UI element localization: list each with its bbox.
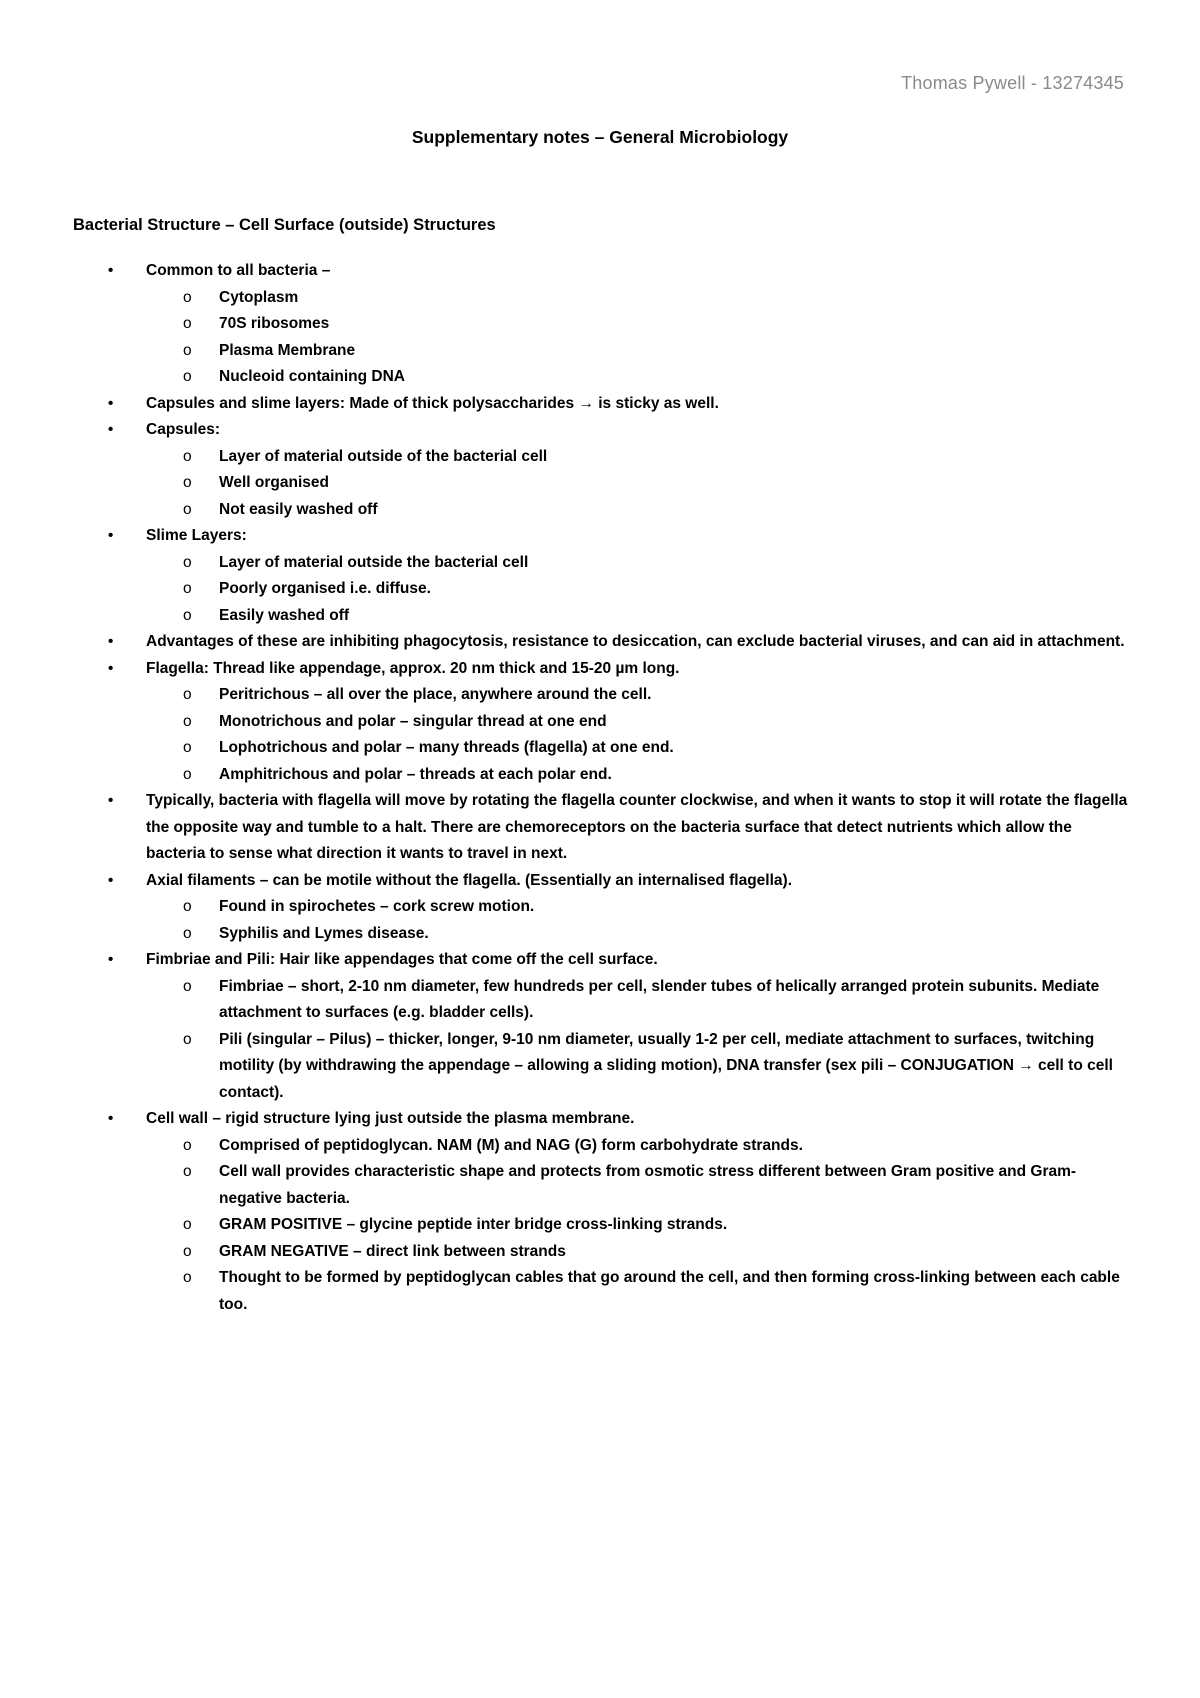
sub-bullet-text: Pili (singular – Pilus) – thicker, longer, 9-10 nm diameter, usually 1-2 per cell, mediate attachment to surfaces, twitching motility (by withdrawing the appendage – allowing a sliding motion), DNA transfer (sex pili – CONJUGATION → cell to cell contact).	[219, 1030, 1113, 1101]
sub-bullet-marker-icon: o	[183, 580, 192, 597]
sub-bullet-marker-icon: o	[183, 288, 192, 306]
sub-bullet-item	[0, 735, 1200, 762]
bullet-text: Capsules and slime layers: Made of thick polysaccharides → is sticky as well.	[146, 394, 719, 412]
bullet-text: Flagella: Thread like appendage, approx. 20 nm thick and 15-20 µm long.	[146, 659, 680, 677]
bullet-text: Typically, bacteria with flagella will move by rotating the flagella counter clockwise, and when it wants to stop it will rotate the flagella the opposite way and tumble to a halt. There are chemoreceptors on the bacteria surface that detect nutrients which allow the bacteria to sense what direction it wants to travel in next.	[146, 792, 1128, 862]
sub-bullet-item	[0, 603, 1200, 630]
sub-bullet-text: Poorly organised i.e. diffuse.	[219, 580, 431, 597]
sub-bullet-item	[0, 1265, 1200, 1318]
sub-bullet-text: Nucleoid containing DNA	[219, 368, 405, 385]
header-author: Thomas Pywell - 13274345	[901, 73, 1124, 93]
sub-bullet-item	[0, 576, 1200, 603]
bullet-text: Axial filaments – can be motile without the flagella. (Essentially an internalised flagella).	[146, 871, 793, 889]
sub-bullet-text: Thought to be formed by peptidoglycan cables that go around the cell, and then forming cross-linking between each cable too.	[219, 1269, 1120, 1313]
sub-bullet-item	[0, 921, 1200, 948]
sub-bullet-text: Layer of material outside the bacterial cell	[219, 553, 529, 571]
sub-bullet-marker-icon: o	[183, 553, 192, 571]
sub-bullet-marker-icon: o	[183, 368, 192, 385]
sub-bullet-item	[0, 1159, 1200, 1212]
sub-bullet-marker-icon: o	[183, 1030, 192, 1048]
bullet-marker-icon: •	[108, 262, 114, 279]
sub-bullet-item	[0, 682, 1200, 709]
sub-bullet-text: Monotrichous and polar – singular thread at one end	[219, 712, 607, 730]
bullet-item	[0, 656, 1200, 683]
bullet-marker-icon: •	[108, 792, 114, 809]
sub-bullet-item	[0, 894, 1200, 921]
sub-bullet-text: Peritrichous – all over the place, anywhere around the cell.	[219, 686, 652, 703]
section-heading: Bacterial Structure – Cell Surface (outside) Structures	[73, 216, 496, 234]
bullet-item	[0, 788, 1200, 868]
bullet-marker-icon: •	[108, 951, 114, 968]
sub-bullet-marker-icon: o	[183, 500, 192, 518]
sub-bullet-text: Syphilis and Lymes disease.	[219, 924, 429, 942]
sub-bullet-text: Amphitrichous and polar – threads at each polar end.	[219, 765, 612, 783]
sub-bullet-marker-icon: o	[183, 898, 192, 915]
sub-bullet-text: Cell wall provides characteristic shape and protects from osmotic stress different between Gram positive and Gram-negative bacteria.	[219, 1163, 1077, 1207]
sub-bullet-text: 70S ribosomes	[219, 315, 330, 332]
sub-bullet-text: GRAM POSITIVE – glycine peptide inter bridge cross-linking strands.	[219, 1216, 728, 1233]
sub-bullet-marker-icon: o	[183, 447, 192, 465]
sub-bullet-marker-icon: o	[183, 1242, 192, 1260]
sub-bullet-marker-icon: o	[183, 1269, 192, 1286]
sub-bullet-item	[0, 1239, 1200, 1266]
bullet-marker-icon: •	[108, 633, 114, 650]
bullet-item	[0, 947, 1200, 974]
sub-bullet-item	[0, 974, 1200, 1027]
sub-bullet-marker-icon: o	[183, 977, 192, 995]
sub-bullet-marker-icon: o	[183, 1136, 192, 1154]
document-title: Supplementary notes – General Microbiology	[411, 127, 789, 147]
sub-bullet-item	[0, 1027, 1200, 1107]
sub-bullet-item	[0, 497, 1200, 524]
bullet-text: Cell wall – rigid structure lying just outside the plasma membrane.	[146, 1110, 635, 1127]
sub-bullet-marker-icon: o	[183, 606, 192, 624]
bullet-item	[0, 1106, 1200, 1133]
bullet-item	[0, 523, 1200, 550]
sub-bullet-marker-icon: o	[183, 924, 192, 942]
sub-bullet-text: Cytoplasm	[219, 288, 299, 306]
bullet-marker-icon: •	[108, 871, 114, 889]
sub-bullet-text: Well organised	[219, 474, 329, 491]
bullet-item	[0, 417, 1200, 444]
sub-bullet-item	[0, 709, 1200, 736]
sub-bullet-item	[0, 364, 1200, 391]
bullet-text: Common to all bacteria –	[146, 262, 331, 279]
sub-bullet-text: Lophotrichous and polar – many threads (flagella) at one end.	[219, 739, 674, 756]
sub-bullet-marker-icon: o	[183, 1163, 192, 1180]
bullet-marker-icon: •	[108, 659, 114, 677]
sub-bullet-text: Easily washed off	[219, 606, 350, 624]
sub-bullet-marker-icon: o	[183, 474, 192, 491]
bullet-text: Advantages of these are inhibiting phagocytosis, resistance to desiccation, can exclude bacterial viruses, and can aid in attachment.	[146, 633, 1125, 650]
sub-bullet-marker-icon: o	[183, 765, 192, 783]
sub-bullet-marker-icon: o	[183, 315, 192, 332]
bullet-text: Capsules:	[146, 421, 221, 438]
bullet-text: Slime Layers:	[146, 527, 247, 544]
bullet-item	[0, 258, 1200, 285]
sub-bullet-item	[0, 762, 1200, 789]
notes-list	[0, 258, 1200, 1318]
sub-bullet-item	[0, 1212, 1200, 1239]
sub-bullet-text: Not easily washed off	[219, 500, 378, 518]
bullet-marker-icon: •	[108, 1110, 114, 1127]
sub-bullet-item	[0, 550, 1200, 577]
bullet-item	[0, 629, 1200, 656]
sub-bullet-marker-icon: o	[183, 686, 192, 703]
sub-bullet-text: Layer of material outside of the bacterial cell	[219, 447, 548, 465]
bullet-text: Fimbriae and Pili: Hair like appendages that come off the cell surface.	[146, 951, 658, 968]
sub-bullet-item	[0, 470, 1200, 497]
bullet-item	[0, 868, 1200, 895]
sub-bullet-text: Fimbriae – short, 2-10 nm diameter, few hundreds per cell, slender tubes of helically arranged protein subunits. Mediate attachment to surfaces (e.g. bladder cells).	[219, 977, 1100, 1021]
sub-bullet-item	[0, 444, 1200, 471]
sub-bullet-marker-icon: o	[183, 341, 192, 359]
sub-bullet-marker-icon: o	[183, 1216, 192, 1233]
sub-bullet-text: GRAM NEGATIVE – direct link between strands	[219, 1242, 566, 1260]
bullet-marker-icon: •	[108, 394, 114, 412]
sub-bullet-marker-icon: o	[183, 739, 192, 756]
sub-bullet-item	[0, 1133, 1200, 1160]
sub-bullet-text: Comprised of peptidoglycan. NAM (M) and NAG (G) form carbohydrate strands.	[219, 1136, 803, 1154]
sub-bullet-marker-icon: o	[183, 712, 192, 730]
bullet-item	[0, 391, 1200, 418]
sub-bullet-item	[0, 338, 1200, 365]
sub-bullet-text: Found in spirochetes – cork screw motion.	[219, 898, 535, 915]
sub-bullet-text: Plasma Membrane	[219, 341, 356, 359]
sub-bullet-item	[0, 311, 1200, 338]
sub-bullet-item	[0, 285, 1200, 312]
bullet-marker-icon: •	[108, 421, 114, 438]
bullet-marker-icon: •	[108, 527, 114, 544]
